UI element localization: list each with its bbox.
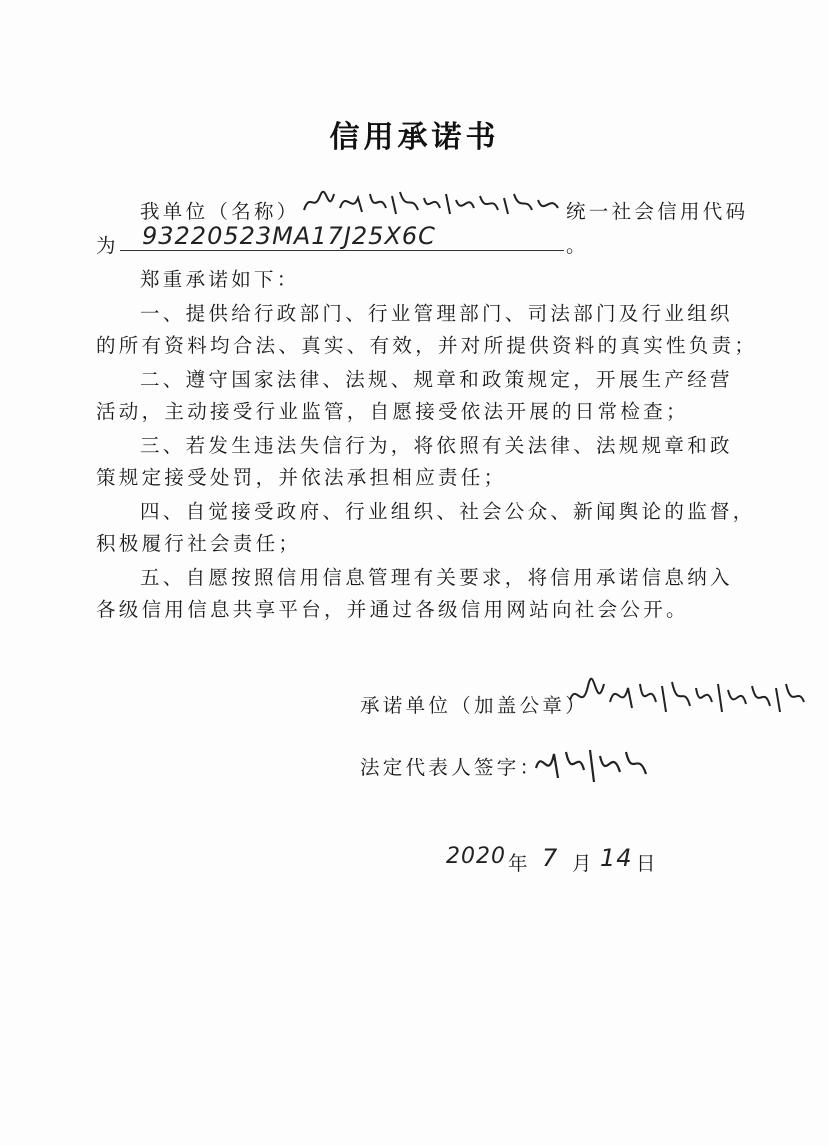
code-end: 。 xyxy=(566,234,589,257)
document-title: 信用承诺书 xyxy=(329,120,500,155)
rep-label: 法定代表人签字： xyxy=(360,756,543,779)
code-prefix: 为 xyxy=(96,234,119,257)
date-year-label: 年 xyxy=(508,852,531,875)
date-day-label: 日 xyxy=(636,852,659,875)
item-3-line-2: 策规定接受处罚，并依法承担相应责任； xyxy=(96,466,507,489)
intro-prefix: 我单位（名称） xyxy=(140,200,300,223)
company-name-handwritten xyxy=(300,186,562,220)
date-day: 14 xyxy=(600,844,633,872)
date-year: 2020 xyxy=(446,844,506,869)
item-2-line-2: 活动，主动接受行业监管，自愿接受依法开展的日常检查； xyxy=(96,400,689,423)
item-4-line-2: 积极履行社会责任； xyxy=(96,532,302,555)
item-3-line-1: 三、若发生违法失信行为，将依照有关法律、法规规章和政 xyxy=(140,434,733,457)
intro-suffix: 统一社会信用代码 xyxy=(566,200,749,223)
item-4-line-1: 四、自觉接受政府、行业组织、社会公众、新闻舆论的监督， xyxy=(140,500,756,523)
promise-heading: 郑重承诺如下： xyxy=(140,268,300,291)
intro-line-1 xyxy=(140,196,300,224)
unit-handwritten xyxy=(566,672,806,722)
credit-code-handwritten: 93220523MA17J25X6C xyxy=(142,222,436,250)
unit-label: 承诺单位（加盖公章） xyxy=(360,694,589,717)
item-5-line-2: 各级信用信息共享平台，并通过各级信用网站向社会公开。 xyxy=(96,598,689,621)
date-month-label: 月 xyxy=(572,852,595,875)
item-1-line-1: 一、提供给行政部门、行业管理部门、司法部门及行业组织 xyxy=(140,302,733,325)
intro-suffix-wrap xyxy=(566,196,748,224)
date-month: 7 xyxy=(542,844,559,872)
item-1-line-2: 的所有资料均合法、真实、有效，并对所提供资料的真实性负责； xyxy=(96,334,758,357)
item-5-line-1: 五、自愿按照信用信息管理有关要求，将信用承诺信息纳入 xyxy=(140,566,733,589)
rep-handwritten xyxy=(530,738,650,790)
credit-code-underline xyxy=(120,250,564,251)
item-2-line-1: 二、遵守国家法律、法规、规章和政策规定，开展生产经营 xyxy=(140,368,733,391)
